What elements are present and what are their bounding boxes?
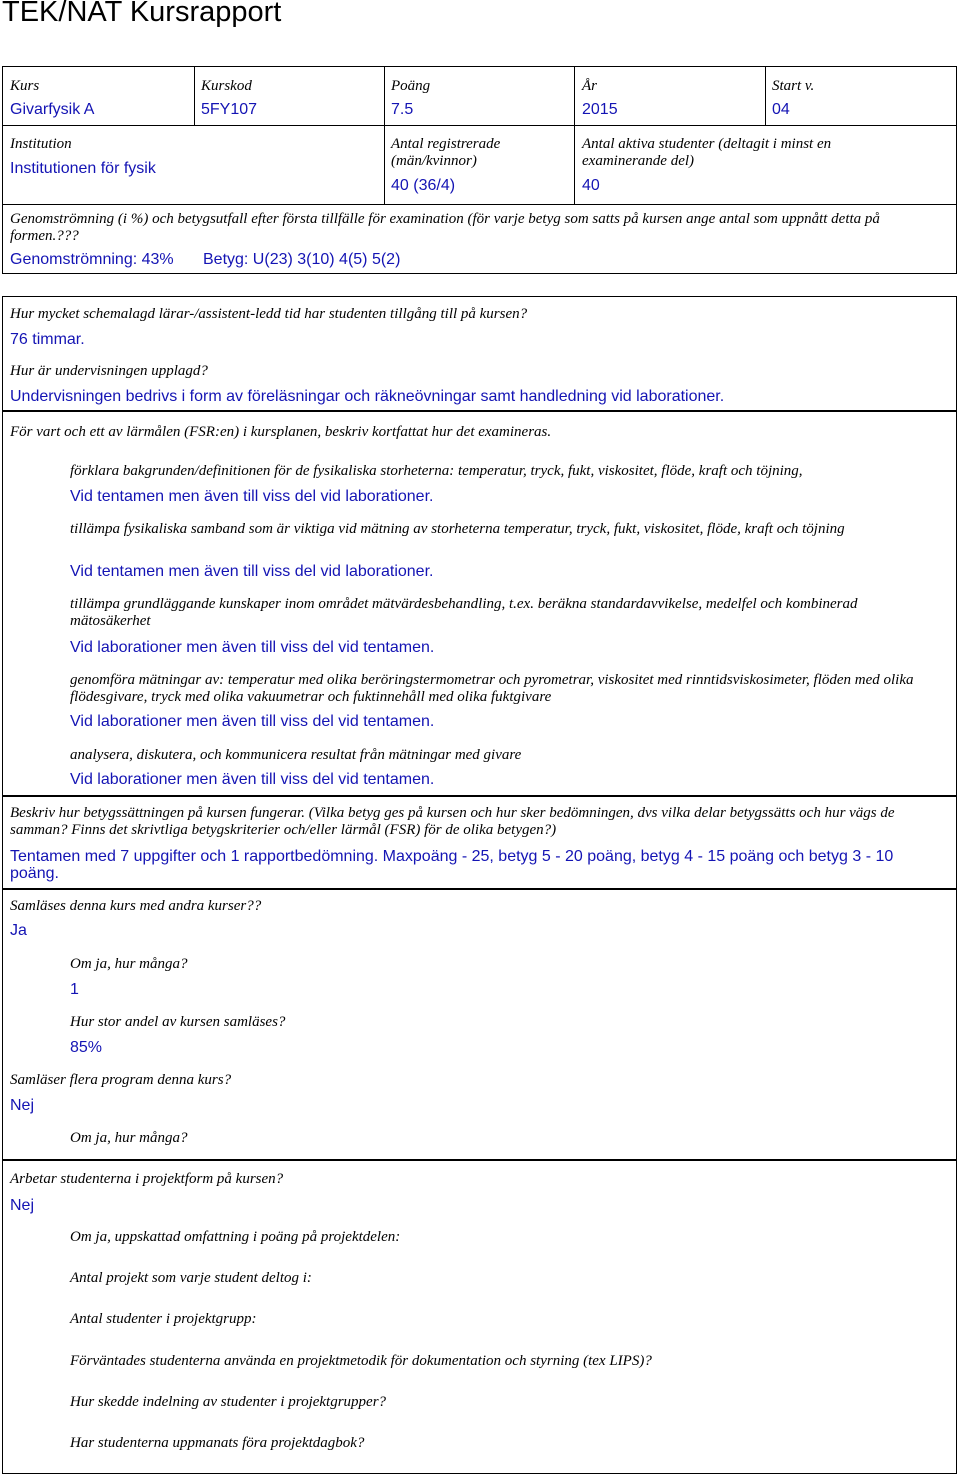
goal-3-exam: Vid laborationer men även till viss del vid tentamen. <box>70 639 435 656</box>
poang-value: 7.5 <box>391 101 414 118</box>
throughput-rate: Genomströmning: 43% <box>10 251 174 268</box>
setup-answer: Undervisningen bedrivs i form av föreläsningar och räkneövningar samt handledning vid laborationer. <box>10 388 725 405</box>
divider <box>2 125 957 126</box>
how-many-question: Om ja, hur många? <box>70 956 188 972</box>
page-title: TEK/NAT Kursrapport <box>2 0 282 28</box>
project-q3: Antal studenter i projektgrupp: <box>70 1311 257 1327</box>
start-label: Start v. <box>772 78 815 94</box>
start-value: 04 <box>772 101 790 118</box>
throughput-question: Genomströmning (i %) och betygsutfall efter första tillfälle för examination (för varje betyg som satts på kursen ange antal som uppnått detta på formen.??? <box>10 211 880 244</box>
institution-value: Institutionen för fysik <box>10 160 156 177</box>
divider <box>765 66 766 125</box>
project-q2: Antal projekt som varje student deltog i: <box>70 1270 312 1286</box>
coreading-question: Samläses denna kurs med andra kurser?? <box>10 898 262 914</box>
registrerade-label: Antal registrerade (män/kvinnor) <box>391 136 501 169</box>
project-q4: Förväntades studenterna använda en projektmetodik för dokumentation och styrning (tex LIPS)? <box>70 1353 652 1369</box>
programs-many-question: Om ja, hur många? <box>70 1130 188 1146</box>
kurs-value: Givarfysik A <box>10 101 95 118</box>
hours-answer: 76 timmar. <box>10 331 85 348</box>
goal-1: förklara bakgrunden/definitionen för de fysikaliska storheterna: temperatur, tryck, fukt, viskositet, flöde, kraft och töjning, <box>70 463 803 479</box>
goal-5-exam: Vid laborationer men även till viss del vid tentamen. <box>70 771 435 788</box>
goal-3: tillämpa grundläggande kunskaper inom området mätvärdesbehandling, t.ex. beräkna standardavvikelse, medelfel och kombinerad mätosäkerhet <box>70 596 858 629</box>
project-q1: Om ja, uppskattad omfattning i poäng på projektdelen: <box>70 1229 401 1245</box>
divider <box>194 66 195 125</box>
aktiva-value: 40 <box>582 177 600 194</box>
goal-2-exam: Vid tentamen men även till viss del vid laborationer. <box>70 563 434 580</box>
divider <box>574 66 575 205</box>
project-question: Arbetar studenterna i projektform på kursen? <box>10 1171 284 1187</box>
grading-answer: Tentamen med 7 uppgifter och 1 rapportbedömning. Maxpoäng - 25, betyg 5 - 20 poäng, betyg 4 - 15 poäng och betyg 3 - 10 poäng. <box>10 848 894 882</box>
project-q5: Hur skedde indelning av studenter i projektgrupper? <box>70 1394 387 1410</box>
setup-question: Hur är undervisningen upplagd? <box>10 363 208 379</box>
ar-value: 2015 <box>582 101 618 118</box>
goal-4: genomföra mätningar av: temperatur med olika beröringstermometrar och pyrometrar, viskositet med rinntidsviskosimeter, flöden med olika flödesgivare, tryck med olika vakuumetrar och fuktinnehåll med olika fuktgivare <box>70 672 914 705</box>
project-q6: Har studenterna uppmanats föra projektdagbok? <box>70 1435 365 1451</box>
kurskod-label: Kurskod <box>201 78 252 94</box>
programs-question: Samläser flera program denna kurs? <box>10 1072 232 1088</box>
goal-4-exam: Vid laborationer men även till viss del vid tentamen. <box>70 713 435 730</box>
ar-label: År <box>582 78 597 94</box>
throughput-grades: Betyg: U(23) 3(10) 4(5) 5(2) <box>203 251 401 268</box>
project-answer: Nej <box>10 1197 35 1214</box>
registrerade-value: 40 (36/4) <box>391 177 456 194</box>
coreading-answer: Ja <box>10 922 27 939</box>
share-question: Hur stor andel av kursen samläses? <box>70 1014 286 1030</box>
how-many-answer: 1 <box>70 981 79 998</box>
kurskod-value: 5FY107 <box>201 101 258 118</box>
goals-question: För vart och ett av lärmålen (FSR:en) i kursplanen, beskriv kortfattat hur det examineras. <box>10 424 552 440</box>
aktiva-label: Antal aktiva studenter (deltagit i minst en examinerande del) <box>582 136 832 169</box>
goal-5: analysera, diskutera, och kommunicera resultat från mätningar med givare <box>70 747 522 763</box>
poang-label: Poäng <box>391 78 431 94</box>
goal-2: tillämpa fysikaliska samband som är viktiga vid mätning av storheterna temperatur, tryck, fukt, viskositet, flöde, kraft och töjning <box>70 521 845 537</box>
hours-question: Hur mycket schemalagd lärar-/assistent-ledd tid har studenten tillgång till på kursen? <box>10 306 528 322</box>
institution-label: Institution <box>10 136 72 152</box>
goal-1-exam: Vid tentamen men även till viss del vid laborationer. <box>70 488 434 505</box>
programs-answer: Nej <box>10 1097 35 1114</box>
kurs-label: Kurs <box>10 78 40 94</box>
share-answer: 85% <box>70 1039 103 1056</box>
grading-question: Beskriv hur betygssättningen på kursen fungerar. (Vilka betyg ges på kursen och hur sker bedömningen, dvs vilka delar betygssätts och hur vägs de samman? Finns det skrivtliga betygskriterier och/eller lärmål (FSR) för de olika betygen?) <box>10 805 895 838</box>
divider <box>384 66 385 205</box>
